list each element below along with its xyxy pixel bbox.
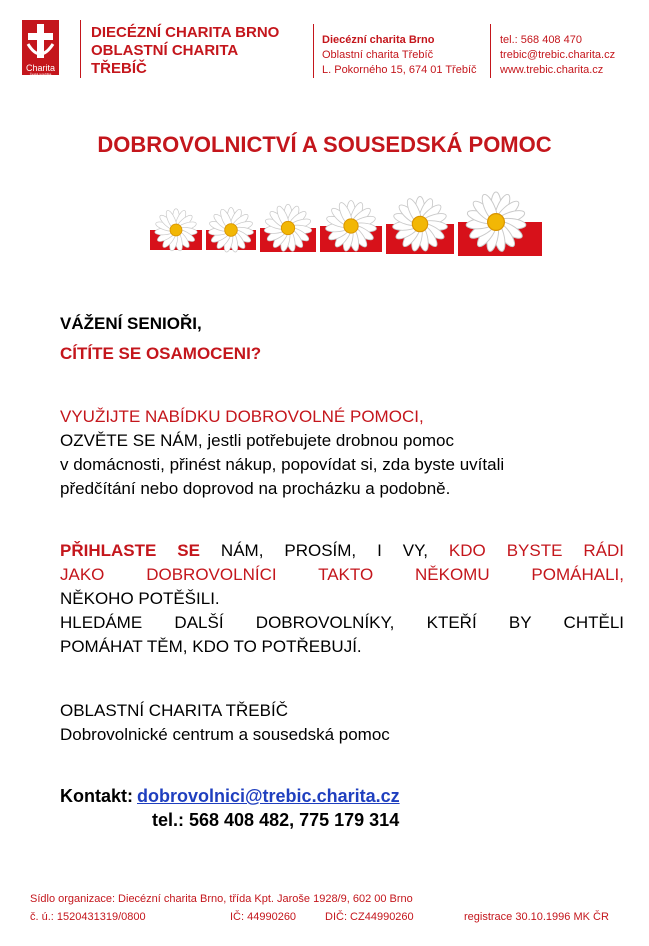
footer-registration: registrace 30.10.1996 MK ČR: [464, 911, 609, 923]
contact-phone: tel.: 568 408 482, 775 179 314: [152, 810, 400, 830]
header-contact: [500, 33, 615, 78]
contact-email-header: trebic@trebic.charita.cz: [500, 49, 616, 61]
offer-heading: VYUŽIJTE NABÍDKU DOBROVOLNÉ POMOCI,: [60, 407, 424, 426]
footer-ico: IČ: 44990260: [230, 911, 297, 923]
footer-dic: DIČ: CZ44990260: [325, 911, 414, 923]
daisies-banner-image: [150, 190, 542, 266]
header-divider-3: [490, 24, 491, 78]
page-title: DOBROVOLNICTVÍ A SOUSEDSKÁ POMOC: [97, 132, 552, 157]
offer-line-1: OZVĚTE SE NÁM, jestli potřebujete drobnou pomoc: [60, 431, 455, 450]
join-bold: PŘIHLASTE SE: [60, 541, 200, 560]
greeting: VÁŽENÍ SENIOŘI,: [60, 314, 202, 333]
address-line-2: L. Pokorného 15, 674 01 Třebíč: [322, 64, 477, 76]
org-line-3: TŘEBÍČ: [91, 60, 147, 77]
question: CÍTÍTE SE OSAMOCENI?: [60, 344, 262, 363]
logo-subtext: Česká republika: [29, 72, 52, 76]
contact-phone-header: tel.: 568 408 470: [500, 34, 582, 46]
footer-seat: Sídlo organizace: Diecézní charita Brno, třída Kpt. Jaroše 1928/9, 602 00 Brno: [30, 893, 413, 905]
contact-email-link[interactable]: dobrovolnici@trebic.charita.cz: [137, 786, 400, 806]
contact-web-header: www.trebic.charita.cz: [500, 64, 604, 76]
header-divider-1: [80, 20, 81, 78]
footer-account: č. ú.: 1520431319/0800: [30, 911, 146, 923]
org-line-1: DIECÉZNÍ CHARITA BRNO: [91, 24, 280, 41]
contact-row: [60, 786, 400, 807]
header-org-name: [91, 24, 279, 78]
offer-line-2: v domácnosti, přinést nákup, popovídat si, zda byste uvítali: [60, 455, 505, 474]
org-center: Dobrovolnické centrum a sousedská pomoc: [60, 725, 390, 744]
offer-line-3: předčítání nebo doprovod na procházku a podobně.: [60, 479, 451, 498]
header-address: [322, 33, 477, 78]
join-line-2: JAKO DOBROVOLNÍCI TAKTO NĚKOMU POMÁHALI,: [60, 565, 624, 584]
seek-line-1: HLEDÁME DALŠÍ DOBROVOLNÍKY, KTEŘÍ BY CHTĚLI: [60, 613, 624, 632]
charita-logo: [22, 20, 59, 75]
logo-text: Charita: [25, 63, 55, 73]
join-rest: NÁM, PROSÍM, I VY,: [220, 541, 428, 560]
org-name: OBLASTNÍ CHARITA TŘEBÍČ: [60, 701, 288, 720]
seek-line-2: POMÁHAT TĚM, KDO TO POTŘEBUJÍ.: [60, 637, 362, 656]
address-title: Diecézní charita Brno: [322, 34, 435, 46]
join-line-3: NĚKOHO POTĚŠILI.: [60, 589, 220, 608]
join-line-1: [60, 540, 624, 562]
contact-label: Kontakt:: [60, 786, 133, 806]
join-red: KDO BYSTE RÁDI: [448, 541, 624, 560]
header-divider-2: [313, 24, 314, 78]
charita-cross-icon: [22, 20, 59, 64]
org-line-2: OBLASTNÍ CHARITA: [91, 42, 239, 59]
address-line-1: Oblastní charita Třebíč: [322, 49, 434, 61]
